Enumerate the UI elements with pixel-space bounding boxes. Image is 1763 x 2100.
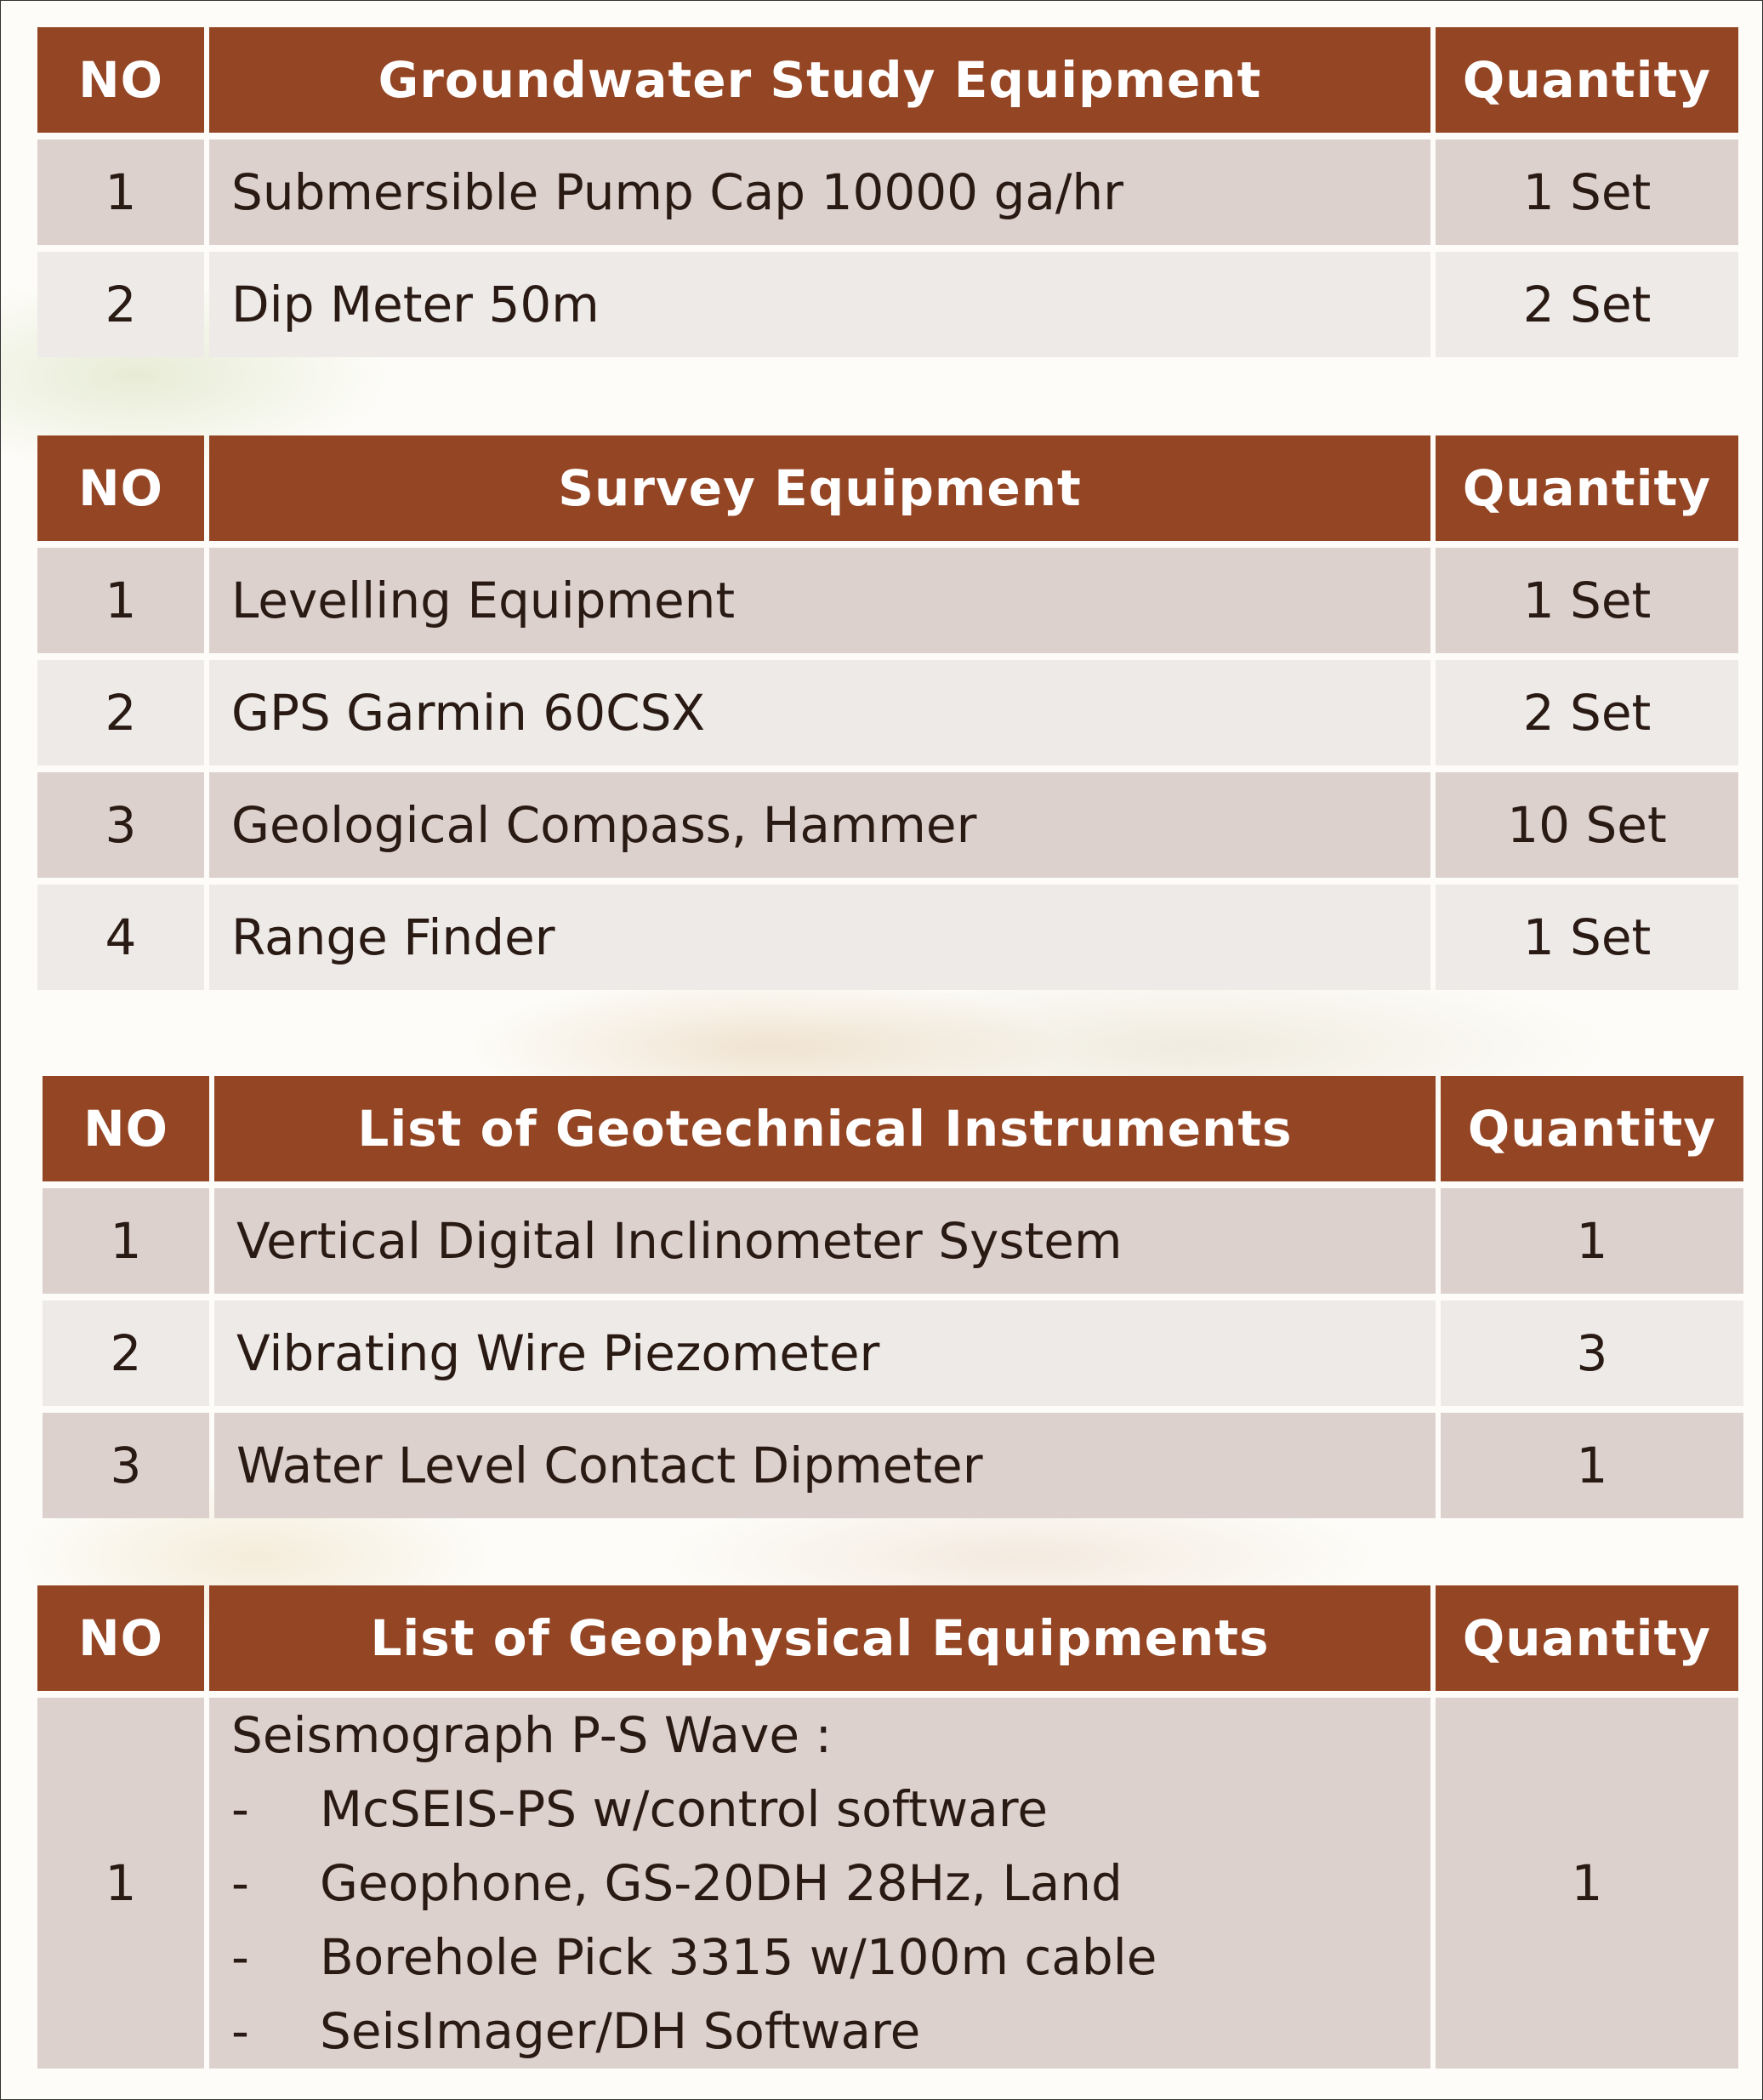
row-quantity: 2 Set [1436, 252, 1738, 357]
header-title: List of Geotechnical Instruments [214, 1076, 1436, 1181]
row-description: Range Finder [209, 885, 1430, 990]
row-number: 1 [43, 1188, 209, 1294]
row-number: 1 [37, 139, 204, 245]
row-number: 2 [37, 660, 204, 765]
groundwater-equipment-table [37, 27, 1738, 357]
row-description: Geological Compass, Hammer [209, 772, 1430, 878]
header-quantity: Quantity [1441, 1076, 1743, 1181]
row-quantity: 1 Set [1436, 885, 1738, 990]
header-no: NO [37, 27, 204, 133]
geophysical-equipments-table [37, 1585, 1738, 2069]
list-item [231, 1995, 920, 2069]
row-quantity: 1 Set [1436, 548, 1738, 653]
row-description: Vertical Digital Inclinometer System [214, 1188, 1436, 1294]
header-title: Survey Equipment [209, 435, 1430, 541]
item-heading: Seismograph P-S Wave : [231, 1705, 833, 1764]
row-description: Submersible Pump Cap 10000 ga/hr [209, 139, 1430, 245]
bullet: - [231, 1854, 249, 1912]
header-quantity: Quantity [1436, 27, 1738, 133]
row-number: 4 [37, 885, 204, 990]
header-title: List of Geophysical Equipments [209, 1585, 1430, 1691]
row-quantity: 10 Set [1436, 772, 1738, 878]
row-description: Vibrating Wire Piezometer [214, 1300, 1436, 1406]
row-description: Dip Meter 50m [209, 252, 1430, 357]
row-description [209, 1698, 1430, 2069]
row-quantity: 2 Set [1436, 660, 1738, 765]
row-quantity: 3 [1441, 1300, 1743, 1406]
list-item [231, 1846, 1123, 1920]
row-number: 2 [43, 1300, 209, 1406]
list-item-text: Borehole Pick 3315 w/100m cable [320, 1928, 1157, 1987]
row-quantity: 1 Set [1436, 139, 1738, 245]
row-number: 1 [37, 548, 204, 653]
list-item [231, 1921, 1157, 1995]
list-item-text: Geophone, GS-20DH 28Hz, Land [320, 1854, 1123, 1912]
row-number: 3 [37, 772, 204, 878]
bullet: - [231, 1779, 249, 1838]
header-title: Groundwater Study Equipment [209, 27, 1430, 133]
bullet: - [231, 1928, 249, 1987]
row-description: Levelling Equipment [209, 548, 1430, 653]
header-no: NO [43, 1076, 209, 1181]
survey-equipment-table [37, 435, 1738, 990]
row-quantity: 1 [1436, 1698, 1738, 2069]
row-quantity: 1 [1441, 1413, 1743, 1518]
list-item-text: SeisImager/DH Software [320, 2002, 921, 2061]
row-number: 3 [43, 1413, 209, 1518]
list-item-text: McSEIS-PS w/control software [320, 1779, 1049, 1838]
geotechnical-instruments-table [43, 1076, 1743, 1518]
header-no: NO [37, 435, 204, 541]
row-quantity: 1 [1441, 1188, 1743, 1294]
row-description: GPS Garmin 60CSX [209, 660, 1430, 765]
row-description: Water Level Contact Dipmeter [214, 1413, 1436, 1518]
header-no: NO [37, 1585, 204, 1691]
row-number: 1 [37, 1698, 204, 2069]
header-quantity: Quantity [1436, 435, 1738, 541]
list-item [231, 1772, 1048, 1846]
row-number: 2 [37, 252, 204, 357]
header-quantity: Quantity [1436, 1585, 1738, 1691]
bullet: - [231, 2002, 249, 2061]
